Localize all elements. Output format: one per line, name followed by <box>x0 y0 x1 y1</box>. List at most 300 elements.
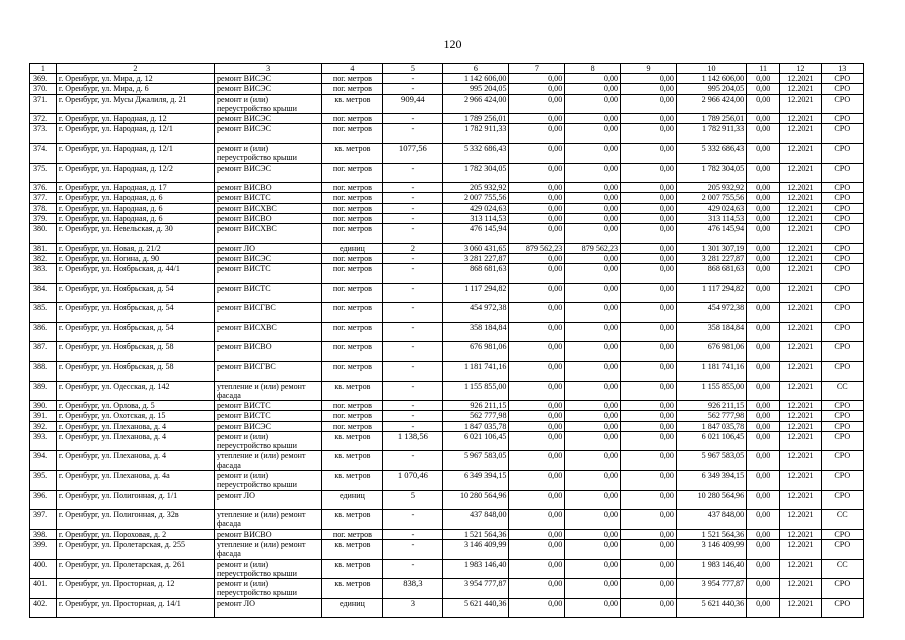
cell-fund-regional: 0,00 <box>565 264 621 284</box>
cell-deadline: 12.2021 <box>780 163 821 183</box>
cell-total-cost: 926 211,15 <box>443 401 509 411</box>
cell-row-number: 383. <box>30 264 57 284</box>
cell-fund-federal: 0,00 <box>509 283 565 303</box>
cell-volume: - <box>383 381 443 401</box>
cell-total-cost: 358 184,84 <box>443 322 509 342</box>
cell-row-number: 392. <box>30 421 57 431</box>
cell-fund-local: 0,00 <box>621 303 677 323</box>
cell-fund-local: 0,00 <box>621 579 677 599</box>
cell-fund-federal: 0,00 <box>509 193 565 203</box>
cell-fund-owners: 2 966 424,00 <box>676 94 746 114</box>
cell-fund-regional: 0,00 <box>565 421 621 431</box>
cell-fund-local: 0,00 <box>621 243 677 253</box>
cell-specific-cost: 0,00 <box>747 264 780 284</box>
column-header-2: 2 <box>56 64 214 74</box>
cell-fund-local: 0,00 <box>621 124 677 144</box>
cell-work-type: ремонт ВИСХВС <box>214 203 321 213</box>
cell-fund-owners: 429 024,63 <box>676 203 746 213</box>
cell-unit: пог. метров <box>322 114 383 124</box>
table-row <box>30 401 864 411</box>
cell-volume: - <box>383 539 443 559</box>
cell-method: СРО <box>821 243 863 253</box>
cell-fund-local: 0,00 <box>621 74 677 84</box>
cell-volume: 2 <box>383 243 443 253</box>
cell-work-type: ремонт ВИСВО <box>214 183 321 193</box>
capital-repair-table <box>29 63 864 618</box>
cell-fund-regional: 0,00 <box>565 361 621 381</box>
cell-row-number: 381. <box>30 243 57 253</box>
column-number-header <box>30 64 864 74</box>
table-row <box>30 243 864 253</box>
cell-method: СРО <box>821 213 863 223</box>
cell-fund-local: 0,00 <box>621 490 677 510</box>
cell-fund-owners: 437 848,00 <box>676 510 746 530</box>
table-row <box>30 361 864 381</box>
cell-deadline: 12.2021 <box>780 124 821 144</box>
cell-address: г. Оренбург, ул. Плеханова, д. 4 <box>56 451 214 471</box>
cell-fund-local: 0,00 <box>621 283 677 303</box>
cell-fund-regional: 0,00 <box>565 411 621 421</box>
cell-work-type: ремонт ЛО <box>214 490 321 510</box>
cell-total-cost: 205 932,92 <box>443 183 509 193</box>
cell-total-cost: 1 117 294,82 <box>443 283 509 303</box>
cell-fund-owners: 995 204,05 <box>676 84 746 94</box>
cell-deadline: 12.2021 <box>780 84 821 94</box>
cell-fund-local: 0,00 <box>621 451 677 471</box>
cell-work-type: ремонт ВИСЭС <box>214 74 321 84</box>
table-row <box>30 303 864 323</box>
cell-unit: кв. метров <box>322 451 383 471</box>
table-row <box>30 253 864 263</box>
cell-fund-federal: 0,00 <box>509 529 565 539</box>
cell-deadline: 12.2021 <box>780 264 821 284</box>
cell-fund-regional: 0,00 <box>565 559 621 579</box>
cell-address: г. Оренбург, ул. Народная, д. 17 <box>56 183 214 193</box>
cell-specific-cost: 0,00 <box>747 579 780 599</box>
cell-unit: кв. метров <box>322 381 383 401</box>
cell-fund-local: 0,00 <box>621 144 677 164</box>
cell-address: г. Оренбург, ул. Ноябрьская, д. 44/1 <box>56 264 214 284</box>
cell-fund-regional: 0,00 <box>565 303 621 323</box>
cell-total-cost: 1 521 564,36 <box>443 529 509 539</box>
cell-fund-regional: 0,00 <box>565 490 621 510</box>
table-body <box>30 64 864 618</box>
cell-specific-cost: 0,00 <box>747 224 780 244</box>
cell-row-number: 384. <box>30 283 57 303</box>
cell-fund-federal: 0,00 <box>509 74 565 84</box>
cell-address: г. Оренбург, ул. Мусы Джалиля, д. 21 <box>56 94 214 114</box>
cell-method: СРО <box>821 253 863 263</box>
cell-total-cost: 868 681,63 <box>443 264 509 284</box>
cell-row-number: 376. <box>30 183 57 193</box>
cell-unit: пог. метров <box>322 74 383 84</box>
cell-volume: - <box>383 253 443 263</box>
table-row <box>30 510 864 530</box>
cell-row-number: 380. <box>30 224 57 244</box>
cell-unit: кв. метров <box>322 510 383 530</box>
cell-unit: пог. метров <box>322 411 383 421</box>
cell-row-number: 370. <box>30 84 57 94</box>
cell-work-type: ремонт ВИСЭС <box>214 163 321 183</box>
table-row <box>30 598 864 618</box>
cell-method: СРО <box>821 163 863 183</box>
cell-volume: - <box>383 322 443 342</box>
cell-address: г. Оренбург, ул. Ноябрьская, д. 54 <box>56 303 214 323</box>
cell-deadline: 12.2021 <box>780 381 821 401</box>
cell-address: г. Оренбург, ул. Одесская, д. 142 <box>56 381 214 401</box>
cell-fund-regional: 0,00 <box>565 193 621 203</box>
cell-unit: пог. метров <box>322 213 383 223</box>
table-row <box>30 264 864 284</box>
cell-specific-cost: 0,00 <box>747 361 780 381</box>
cell-row-number: 375. <box>30 163 57 183</box>
cell-fund-local: 0,00 <box>621 598 677 618</box>
cell-fund-owners: 6 021 106,45 <box>676 431 746 451</box>
cell-work-type: ремонт и (или) переустройство крыши <box>214 579 321 599</box>
cell-fund-owners: 1 521 564,36 <box>676 529 746 539</box>
cell-unit: пог. метров <box>322 264 383 284</box>
cell-fund-federal: 0,00 <box>509 559 565 579</box>
cell-unit: кв. метров <box>322 144 383 164</box>
table-row <box>30 529 864 539</box>
cell-row-number: 379. <box>30 213 57 223</box>
cell-row-number: 369. <box>30 74 57 84</box>
cell-fund-owners: 10 280 564,96 <box>676 490 746 510</box>
cell-unit: единиц <box>322 490 383 510</box>
cell-fund-regional: 0,00 <box>565 342 621 362</box>
cell-total-cost: 1 155 855,00 <box>443 381 509 401</box>
cell-address: г. Оренбург, ул. Народная, д. 12 <box>56 114 214 124</box>
cell-fund-federal: 0,00 <box>509 94 565 114</box>
cell-row-number: 389. <box>30 381 57 401</box>
cell-deadline: 12.2021 <box>780 243 821 253</box>
cell-row-number: 388. <box>30 361 57 381</box>
cell-fund-regional: 0,00 <box>565 183 621 193</box>
cell-specific-cost: 0,00 <box>747 94 780 114</box>
cell-volume: 3 <box>383 598 443 618</box>
cell-address: г. Оренбург, ул. Народная, д. 12/1 <box>56 124 214 144</box>
cell-method: СС <box>821 559 863 579</box>
cell-method: СРО <box>821 451 863 471</box>
cell-fund-owners: 5 967 583,05 <box>676 451 746 471</box>
cell-work-type: ремонт ВИСВО <box>214 529 321 539</box>
column-header-5: 5 <box>383 64 443 74</box>
cell-fund-owners: 454 972,38 <box>676 303 746 323</box>
cell-fund-federal: 0,00 <box>509 213 565 223</box>
cell-unit: пог. метров <box>322 163 383 183</box>
cell-row-number: 374. <box>30 144 57 164</box>
cell-fund-owners: 358 184,84 <box>676 322 746 342</box>
table-row <box>30 124 864 144</box>
cell-deadline: 12.2021 <box>780 94 821 114</box>
cell-fund-federal: 0,00 <box>509 322 565 342</box>
cell-fund-local: 0,00 <box>621 361 677 381</box>
cell-deadline: 12.2021 <box>780 361 821 381</box>
cell-fund-federal: 0,00 <box>509 401 565 411</box>
cell-work-type: ремонт ВИСЭС <box>214 253 321 263</box>
cell-address: г. Оренбург, ул. Народная, д. 6 <box>56 213 214 223</box>
cell-total-cost: 1 847 035,78 <box>443 421 509 431</box>
cell-volume: - <box>383 124 443 144</box>
cell-method: СРО <box>821 74 863 84</box>
cell-deadline: 12.2021 <box>780 224 821 244</box>
cell-address: г. Оренбург, ул. Ноябрьская, д. 58 <box>56 342 214 362</box>
cell-work-type: ремонт и (или) переустройство крыши <box>214 559 321 579</box>
cell-row-number: 385. <box>30 303 57 323</box>
cell-row-number: 377. <box>30 193 57 203</box>
cell-fund-owners: 1 142 606,00 <box>676 74 746 84</box>
cell-work-type: ремонт ВИСЭС <box>214 114 321 124</box>
cell-unit: кв. метров <box>322 470 383 490</box>
cell-deadline: 12.2021 <box>780 539 821 559</box>
cell-fund-local: 0,00 <box>621 213 677 223</box>
cell-fund-local: 0,00 <box>621 193 677 203</box>
cell-fund-owners: 1 782 911,33 <box>676 124 746 144</box>
table-row <box>30 421 864 431</box>
cell-fund-regional: 0,00 <box>565 124 621 144</box>
cell-fund-federal: 0,00 <box>509 124 565 144</box>
cell-method: СРО <box>821 264 863 284</box>
cell-fund-federal: 0,00 <box>509 381 565 401</box>
cell-fund-federal: 0,00 <box>509 303 565 323</box>
cell-fund-federal: 0,00 <box>509 598 565 618</box>
cell-fund-owners: 2 007 755,56 <box>676 193 746 203</box>
cell-fund-federal: 0,00 <box>509 84 565 94</box>
cell-work-type: ремонт и (или) переустройство крыши <box>214 470 321 490</box>
cell-fund-regional: 0,00 <box>565 322 621 342</box>
cell-row-number: 399. <box>30 539 57 559</box>
cell-work-type: ремонт ВИСЭС <box>214 421 321 431</box>
cell-unit: пог. метров <box>322 183 383 193</box>
cell-work-type: утепление и (или) ремонт фасада <box>214 451 321 471</box>
cell-fund-federal: 0,00 <box>509 431 565 451</box>
cell-address: г. Оренбург, ул. Ноябрьская, д. 58 <box>56 361 214 381</box>
cell-fund-local: 0,00 <box>621 264 677 284</box>
column-header-3: 3 <box>214 64 321 74</box>
cell-total-cost: 2 966 424,00 <box>443 94 509 114</box>
cell-fund-federal: 0,00 <box>509 451 565 471</box>
cell-volume: - <box>383 183 443 193</box>
cell-work-type: ремонт ВИСГВС <box>214 303 321 323</box>
cell-fund-regional: 0,00 <box>565 451 621 471</box>
cell-fund-local: 0,00 <box>621 163 677 183</box>
column-header-7: 7 <box>509 64 565 74</box>
cell-fund-local: 0,00 <box>621 529 677 539</box>
cell-row-number: 396. <box>30 490 57 510</box>
cell-deadline: 12.2021 <box>780 183 821 193</box>
cell-fund-local: 0,00 <box>621 421 677 431</box>
table-row <box>30 213 864 223</box>
cell-work-type: ремонт ВИСТС <box>214 193 321 203</box>
cell-method: СРО <box>821 94 863 114</box>
table-row <box>30 490 864 510</box>
cell-address: г. Оренбург, ул. Охотская, д. 15 <box>56 411 214 421</box>
cell-address: г. Оренбург, ул. Плеханова, д. 4 <box>56 421 214 431</box>
cell-specific-cost: 0,00 <box>747 193 780 203</box>
cell-fund-local: 0,00 <box>621 401 677 411</box>
table-row <box>30 74 864 84</box>
cell-deadline: 12.2021 <box>780 510 821 530</box>
cell-fund-regional: 0,00 <box>565 94 621 114</box>
cell-volume: - <box>383 401 443 411</box>
cell-specific-cost: 0,00 <box>747 114 780 124</box>
cell-work-type: ремонт ВИСТС <box>214 411 321 421</box>
cell-method: СРО <box>821 114 863 124</box>
cell-fund-owners: 3 146 409,99 <box>676 539 746 559</box>
cell-address: г. Оренбург, ул. Плеханова, д. 4а <box>56 470 214 490</box>
cell-work-type: ремонт ВИСЭС <box>214 84 321 94</box>
cell-deadline: 12.2021 <box>780 598 821 618</box>
cell-total-cost: 454 972,38 <box>443 303 509 323</box>
cell-row-number: 400. <box>30 559 57 579</box>
cell-total-cost: 3 954 777,87 <box>443 579 509 599</box>
cell-fund-owners: 3 281 227,87 <box>676 253 746 263</box>
cell-row-number: 387. <box>30 342 57 362</box>
page-number: 120 <box>443 37 462 51</box>
cell-unit: пог. метров <box>322 193 383 203</box>
cell-method: СРО <box>821 183 863 193</box>
cell-work-type: ремонт и (или) переустройство крыши <box>214 94 321 114</box>
cell-method: СРО <box>821 322 863 342</box>
cell-volume: - <box>383 213 443 223</box>
cell-fund-local: 0,00 <box>621 539 677 559</box>
cell-specific-cost: 0,00 <box>747 322 780 342</box>
cell-fund-local: 0,00 <box>621 510 677 530</box>
cell-volume: - <box>383 529 443 539</box>
cell-row-number: 386. <box>30 322 57 342</box>
cell-volume: - <box>383 283 443 303</box>
cell-method: СРО <box>821 303 863 323</box>
cell-total-cost: 5 967 583,05 <box>443 451 509 471</box>
cell-address: г. Оренбург, ул. Орлова, д. 5 <box>56 401 214 411</box>
cell-method: СРО <box>821 361 863 381</box>
cell-fund-owners: 562 777,98 <box>676 411 746 421</box>
cell-address: г. Оренбург, ул. Пролетарская, д. 255 <box>56 539 214 559</box>
column-header-12: 12 <box>780 64 821 74</box>
cell-method: СРО <box>821 579 863 599</box>
table-row <box>30 470 864 490</box>
cell-deadline: 12.2021 <box>780 322 821 342</box>
cell-address: г. Оренбург, ул. Пороховая, д. 2 <box>56 529 214 539</box>
cell-total-cost: 1 789 256,01 <box>443 114 509 124</box>
cell-method: СРО <box>821 84 863 94</box>
cell-work-type: ремонт ВИСЭС <box>214 124 321 144</box>
table-row <box>30 193 864 203</box>
cell-volume: - <box>383 451 443 471</box>
cell-total-cost: 6 021 106,45 <box>443 431 509 451</box>
cell-unit: пог. метров <box>322 253 383 263</box>
cell-work-type: ремонт ЛО <box>214 243 321 253</box>
cell-unit: кв. метров <box>322 94 383 114</box>
cell-fund-local: 0,00 <box>621 322 677 342</box>
column-header-8: 8 <box>565 64 621 74</box>
column-header-13: 13 <box>821 64 863 74</box>
cell-address: г. Оренбург, ул. Просторная, д. 12 <box>56 579 214 599</box>
cell-unit: пог. метров <box>322 322 383 342</box>
cell-specific-cost: 0,00 <box>747 559 780 579</box>
cell-fund-federal: 0,00 <box>509 253 565 263</box>
cell-work-type: ремонт ВИСГВС <box>214 361 321 381</box>
cell-fund-owners: 926 211,15 <box>676 401 746 411</box>
cell-row-number: 397. <box>30 510 57 530</box>
table-row <box>30 144 864 164</box>
cell-unit: кв. метров <box>322 559 383 579</box>
cell-fund-regional: 0,00 <box>565 74 621 84</box>
cell-volume: - <box>383 193 443 203</box>
cell-address: г. Оренбург, ул. Ноябрьская, д. 54 <box>56 322 214 342</box>
cell-row-number: 393. <box>30 431 57 451</box>
cell-deadline: 12.2021 <box>780 342 821 362</box>
cell-method: СРО <box>821 431 863 451</box>
cell-fund-regional: 0,00 <box>565 510 621 530</box>
cell-unit: единиц <box>322 243 383 253</box>
cell-specific-cost: 0,00 <box>747 381 780 401</box>
cell-specific-cost: 0,00 <box>747 401 780 411</box>
cell-specific-cost: 0,00 <box>747 283 780 303</box>
cell-fund-local: 0,00 <box>621 114 677 124</box>
cell-volume: - <box>383 411 443 421</box>
cell-fund-local: 0,00 <box>621 183 677 193</box>
cell-fund-federal: 0,00 <box>509 539 565 559</box>
cell-address: г. Оренбург, ул. Полигонная, д. 1/1 <box>56 490 214 510</box>
cell-address: г. Оренбург, ул. Народная, д. 6 <box>56 203 214 213</box>
cell-fund-local: 0,00 <box>621 203 677 213</box>
cell-unit: кв. метров <box>322 579 383 599</box>
cell-fund-owners: 476 145,94 <box>676 224 746 244</box>
cell-fund-federal: 0,00 <box>509 579 565 599</box>
cell-address: г. Оренбург, ул. Пролетарская, д. 261 <box>56 559 214 579</box>
table-row <box>30 183 864 193</box>
cell-specific-cost: 0,00 <box>747 411 780 421</box>
cell-address: г. Оренбург, ул. Невельская, д. 30 <box>56 224 214 244</box>
cell-fund-local: 0,00 <box>621 381 677 401</box>
cell-deadline: 12.2021 <box>780 203 821 213</box>
column-header-1: 1 <box>30 64 57 74</box>
cell-fund-local: 0,00 <box>621 559 677 579</box>
cell-unit: кв. метров <box>322 539 383 559</box>
cell-address: г. Оренбург, ул. Полигонная, д. 32в <box>56 510 214 530</box>
cell-fund-owners: 205 932,92 <box>676 183 746 193</box>
cell-total-cost: 1 181 741,16 <box>443 361 509 381</box>
cell-volume: 909,44 <box>383 94 443 114</box>
cell-specific-cost: 0,00 <box>747 163 780 183</box>
cell-deadline: 12.2021 <box>780 74 821 84</box>
cell-fund-regional: 0,00 <box>565 253 621 263</box>
cell-row-number: 395. <box>30 470 57 490</box>
cell-unit: пог. метров <box>322 224 383 244</box>
cell-volume: - <box>383 510 443 530</box>
cell-work-type: ремонт и (или) переустройство крыши <box>214 431 321 451</box>
cell-volume: - <box>383 342 443 362</box>
cell-volume: 1 070,46 <box>383 470 443 490</box>
cell-fund-federal: 0,00 <box>509 361 565 381</box>
cell-specific-cost: 0,00 <box>747 529 780 539</box>
cell-volume: - <box>383 361 443 381</box>
cell-fund-federal: 0,00 <box>509 144 565 164</box>
table-row <box>30 381 864 401</box>
cell-unit: пог. метров <box>322 401 383 411</box>
cell-method: СРО <box>821 539 863 559</box>
cell-fund-owners: 1 155 855,00 <box>676 381 746 401</box>
cell-specific-cost: 0,00 <box>747 342 780 362</box>
cell-method: СРО <box>821 490 863 510</box>
cell-specific-cost: 0,00 <box>747 539 780 559</box>
cell-unit: пог. метров <box>322 421 383 431</box>
cell-address: г. Оренбург, ул. Народная, д. 12/1 <box>56 144 214 164</box>
cell-fund-local: 0,00 <box>621 431 677 451</box>
cell-address: г. Оренбург, ул. Новая, д. 21/2 <box>56 243 214 253</box>
cell-deadline: 12.2021 <box>780 559 821 579</box>
